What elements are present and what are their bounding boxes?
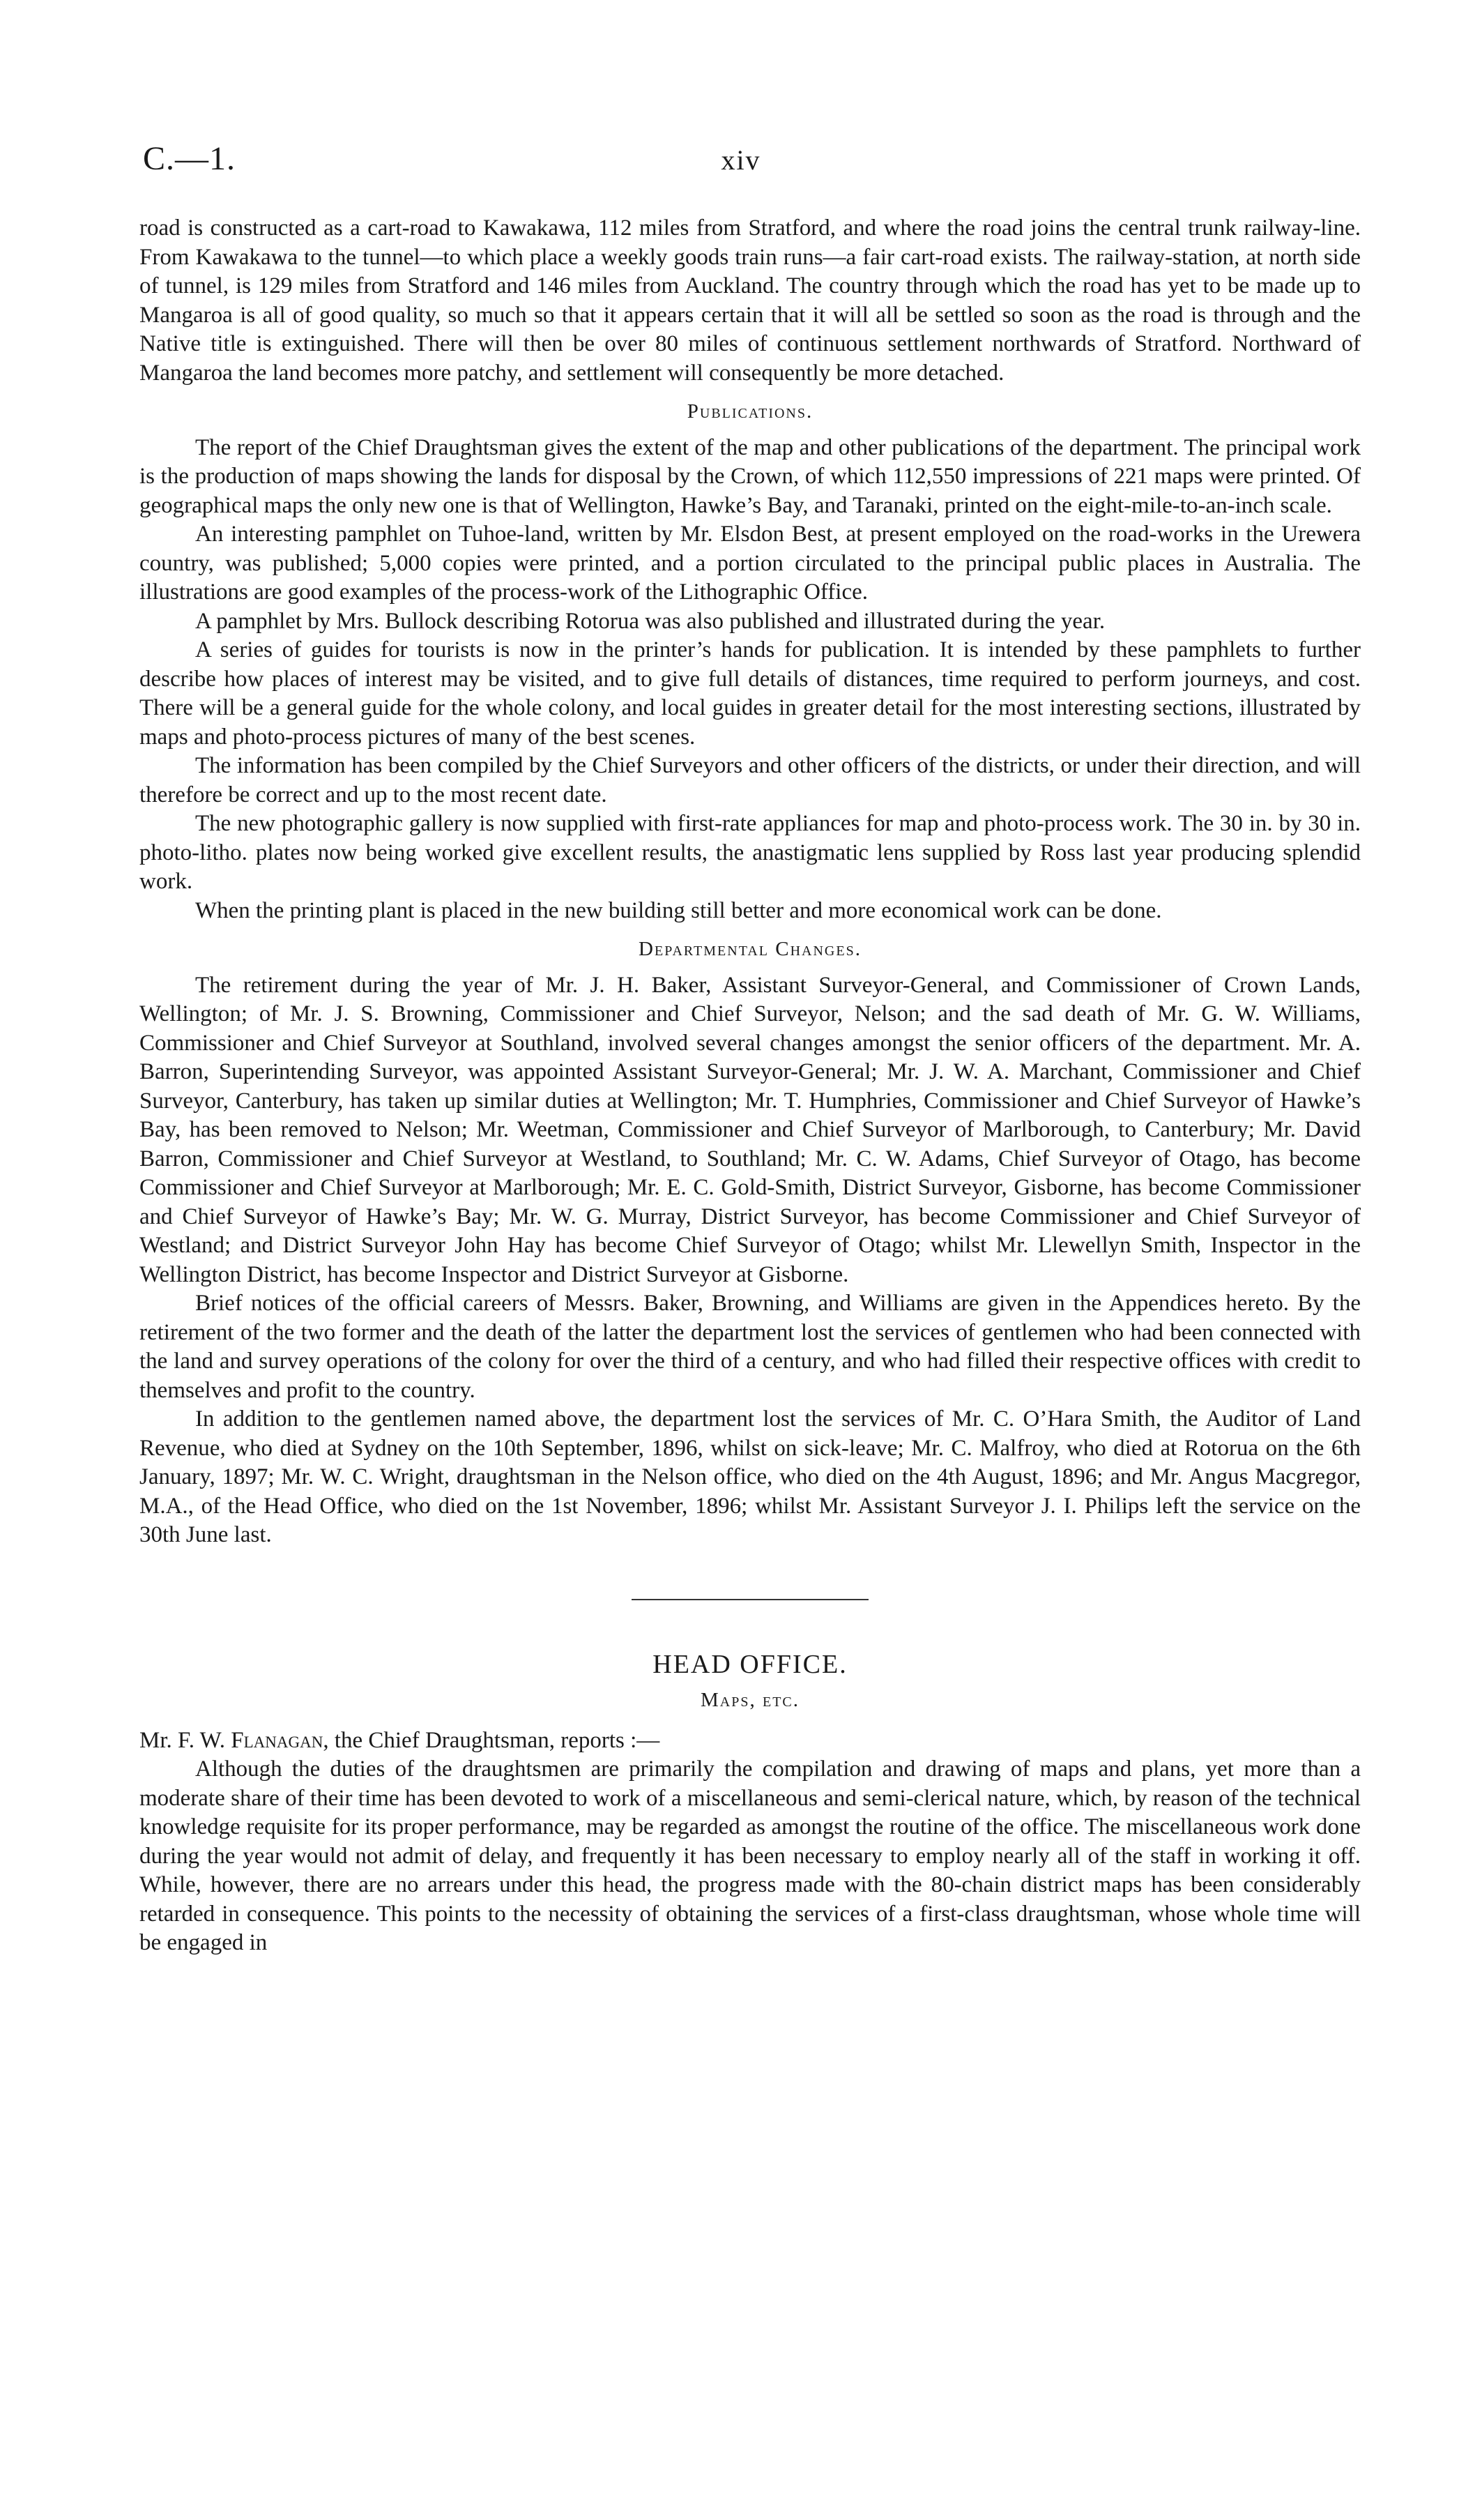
maps-subheading: Maps, etc. [701,1689,800,1711]
publications-paragraph: When the printing plant is placed in the new building still better and more economical work can be done. [195,897,1162,923]
page-reference: C.—1. [143,140,236,177]
departmental-changes-heading: Departmental Changes. [639,938,862,960]
attribution-prefix: Mr. [139,1727,178,1753]
departmental-changes-paragraph: In addition to the gentlemen named above, the department lost the services of Mr. C. O’Hara Smith, the Auditor of Land Revenue, who died at Sydney on the 10th September, 1896, whilst on sick-leave; Mr. C. Malfroy, who died at Rotorua on the 6th January, 1897; Mr. W. C. Wright, draughtsman in the Nelson office, who died on the 4th August, 1896; and Mr. Angus Macgregor, M.A., of the Head Office, who died on the 1st November, 1896; whilst Mr. Assistant Surveyor J. I. Philips left the service on the 30th June last. [139,1406,1361,1547]
publications-heading: Publications. [687,400,813,423]
publications-paragraph: The report of the Chief Draughtsman gives the extent of the map and other publications of the department. The principal work is the production of maps showing the lands for disposal by the Crown, of which 112,550 impressions of 221 maps were printed. Of geographical maps the only new one is that of Wellington, Hawke’s Bay, and Taranaki, printed on the eight-mile-to-an-inch scale. [139,434,1361,518]
publications-paragraph: The new photographic gallery is now supplied with first-rate appliances for map and photo-process work. The 30 in. by 30 in. photo-litho. plates now being worked give excellent results, the anastigmatic lens supplied by Ross last year producing splendid work. [139,811,1361,894]
departmental-changes-paragraph: The retirement during the year of Mr. J. H. Baker, Assistant Surveyor-General, and Commissioner of Crown Lands, Wellington; of Mr. J. S. Browning, Commissioner and Chief Surveyor, Nelson; and the sad death of Mr. G. W. Williams, Commissioner and Chief Surveyor at Southland, involved several changes amongst the senior officers of the department. Mr. A. Barron, Superintending Surveyor, was appointed Assistant Surveyor-General; Mr. J. W. A. Marchant, Commissioner and Chief Surveyor, Canterbury, has taken up similar duties at Wellington; Mr. T. Humphries, Commissioner and Chief Surveyor of Hawke’s Bay, has been removed to Nelson; Mr. Weetman, Commissioner and Chief Surveyor of Marlborough, to Canterbury; Mr. David Barron, Commissioner and Chief Surveyor at Westland, to Southland; Mr. C. W. Adams, Chief Surveyor of Otago, has become Commissioner and Chief Surveyor at Marlborough; Mr. E. C. Gold-Smith, District Surveyor, Gisborne, has become Commissioner and Chief Surveyor of Hawke’s Bay; Mr. W. G. Murray, District Surveyor, has become Commissioner and Chief Surveyor of Westland; and District Surveyor John Hay has become Chief Surveyor of Otago; whilst Mr. Llewellyn Smith, Inspector in the Wellington District, has become Inspector and District Surveyor at Gisborne. [139,972,1361,1287]
head-office-paragraph: Although the duties of the draughtsmen are primarily the compilation and drawing of maps and plans, yet more than a moderate share of their time has been devoted to work of a miscellaneous and semi-clerical nature, which, by reason of the technical knowledge requisite for its proper performance, may be regarded as amongst the routine of the office. The miscellaneous work done during the year would not admit of delay, and frequently it has been necessary to employ nearly all of the staff in working it off. While, however, there are no arrears under this head, the progress made with the 80-chain district maps has been considerably retarded in consequence. This points to the necessity of obtaining the services of a first-class draughtsman, whose whole time will be engaged in [139,1756,1361,1955]
publications-paragraph: A series of guides for tourists is now in the printer’s hands for publication. It is intended by these pamphlets to further describe how places of interest may be visited, and to give full details of distances, time required to perform journeys, and cost. There will be a general guide for the whole colony, and local guides in greater detail for the most interesting sections, illustrated by maps and photo-process pictures of many of the best scenes. [139,637,1361,750]
publications-paragraph: A pamphlet by Mrs. Bullock describing Rotorua was also published and illustrated during the year. [195,608,1106,634]
intro-paragraph: road is constructed as a cart-road to Kawakawa, 112 miles from Stratford, and where the road joins the central trunk railway-line. From Kawakawa to the tunnel—to which place a weekly goods train runs—a fair cart-road exists. The railway-station, at north side of tunnel, is 129 miles from Stratford and 146 miles from Auckland. The country through which the road has yet to be made up to Mangaroa is all of good quality, so much so that it appears certain that it will all be settled so soon as the road is through and the Native title is extinguished. There will then be over 80 miles of continuous settlement northwards of Stratford. Northward of Mangaroa the land becomes more patchy, and settlement will consequently be more detached. [139,215,1361,386]
section-divider [632,1599,869,1600]
chief-draughtsman-name: F. W. Flanagan [178,1727,323,1753]
publications-paragraph: The information has been compiled by the Chief Surveyors and other officers of the districts, or under their direction, and will therefore be correct and up to the most recent date. [139,753,1361,807]
head-office-heading: HEAD OFFICE. [652,1649,848,1679]
page-body [139,214,1361,1958]
publications-paragraph: An interesting pamphlet on Tuhoe-land, written by Mr. Elsdon Best, at present employed on the road-works in the Urewera country, was published; 5,000 copies were printed, and a portion circulated to the principal public places in Australia. The illustrations are good examples of the process-work of the Lithographic Office. [139,522,1361,605]
page-number: xiv [721,144,761,176]
report-attribution [139,1726,1361,1756]
departmental-changes-paragraph: Brief notices of the official careers of Messrs. Baker, Browning, and Williams are given in the Appendices hereto. By the retirement of the two former and the death of the latter the department lost the services of gentlemen who had been connected with the land and survey operations of the colony for over the third of a century, and who had filled their respective offices with credit to themselves and profit to the country. [139,1291,1361,1403]
attribution-suffix: , the Chief Draughtsman, reports :— [323,1727,660,1753]
